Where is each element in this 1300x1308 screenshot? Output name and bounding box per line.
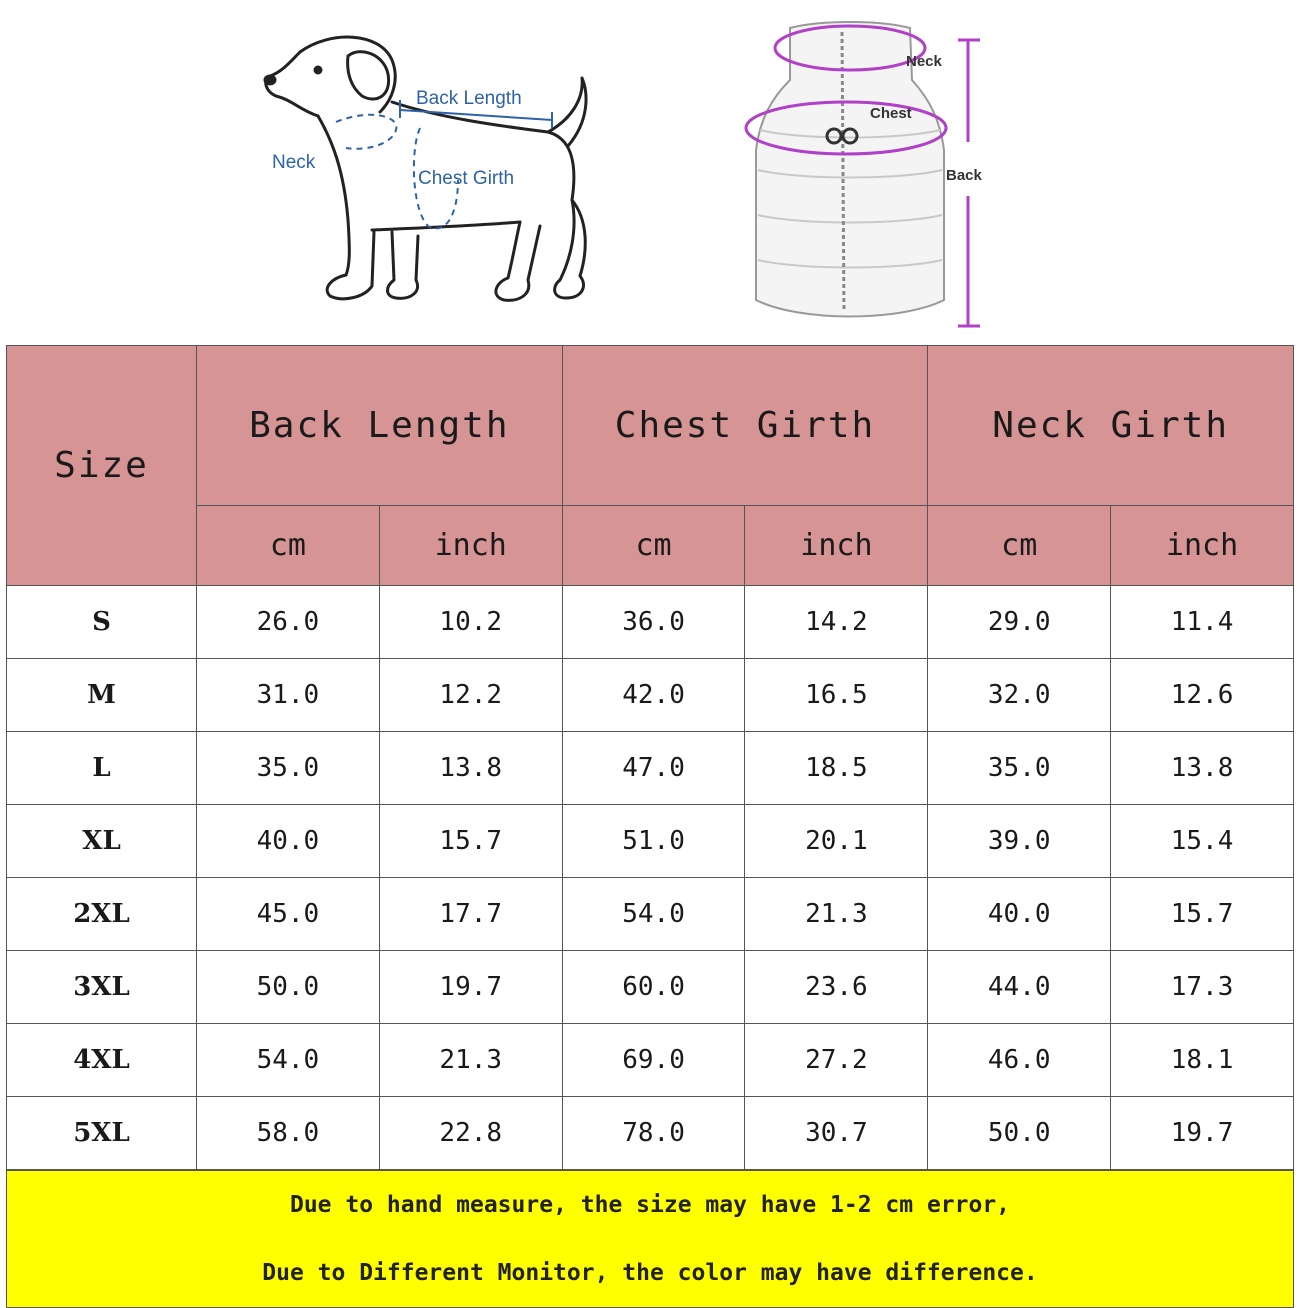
value-cell: 15.4 <box>1111 805 1294 878</box>
dog-label-back-length: Back Length <box>416 88 522 109</box>
value-cell: 21.3 <box>379 1024 562 1097</box>
unit-header: cm <box>562 506 745 586</box>
value-cell: 15.7 <box>379 805 562 878</box>
size-cell: 5XL <box>7 1097 197 1170</box>
table-row <box>7 732 1294 805</box>
value-cell: 47.0 <box>562 732 745 805</box>
group-header-chest-girth: Chest Girth <box>562 346 928 506</box>
measurement-diagram <box>0 0 1300 340</box>
note-banner <box>6 1170 1294 1308</box>
table-row <box>7 878 1294 951</box>
unit-header: cm <box>197 506 380 586</box>
value-cell: 14.2 <box>745 586 928 659</box>
value-cell: 50.0 <box>928 1097 1111 1170</box>
unit-header: inch <box>1111 506 1294 586</box>
size-cell: 3XL <box>7 951 197 1024</box>
value-cell: 17.7 <box>379 878 562 951</box>
group-header-back-length: Back Length <box>197 346 563 506</box>
value-cell: 20.1 <box>745 805 928 878</box>
value-cell: 40.0 <box>197 805 380 878</box>
value-cell: 10.2 <box>379 586 562 659</box>
value-cell: 39.0 <box>928 805 1111 878</box>
value-cell: 19.7 <box>379 951 562 1024</box>
table-row <box>7 951 1294 1024</box>
value-cell: 51.0 <box>562 805 745 878</box>
vest-label-chest: Chest <box>870 105 912 122</box>
value-cell: 60.0 <box>562 951 745 1024</box>
value-cell: 44.0 <box>928 951 1111 1024</box>
size-header: Size <box>7 346 197 586</box>
value-cell: 27.2 <box>745 1024 928 1097</box>
value-cell: 13.8 <box>1111 732 1294 805</box>
value-cell: 12.2 <box>379 659 562 732</box>
table-header-row <box>7 346 1294 506</box>
value-cell: 42.0 <box>562 659 745 732</box>
value-cell: 26.0 <box>197 586 380 659</box>
value-cell: 13.8 <box>379 732 562 805</box>
value-cell: 17.3 <box>1111 951 1294 1024</box>
dog-label-chest-girth: Chest Girth <box>418 168 515 189</box>
size-cell: 2XL <box>7 878 197 951</box>
size-table <box>6 345 1294 1170</box>
note-line-1: Due to hand measure, the size may have 1-2 cm error, <box>289 1192 1011 1218</box>
table-row <box>7 1097 1294 1170</box>
value-cell: 35.0 <box>197 732 380 805</box>
vest-label-back: Back <box>946 167 982 184</box>
value-cell: 12.6 <box>1111 659 1294 732</box>
dog-measure-guides <box>336 100 552 228</box>
unit-header: inch <box>379 506 562 586</box>
note-line-2: Due to Different Monitor, the color may have difference. <box>262 1260 1038 1286</box>
table-row <box>7 1024 1294 1097</box>
table-row <box>7 805 1294 878</box>
value-cell: 19.7 <box>1111 1097 1294 1170</box>
group-header-neck-girth: Neck Girth <box>928 346 1294 506</box>
value-cell: 22.8 <box>379 1097 562 1170</box>
value-cell: 18.1 <box>1111 1024 1294 1097</box>
value-cell: 78.0 <box>562 1097 745 1170</box>
unit-header-row <box>7 506 1294 586</box>
size-cell: M <box>7 659 197 732</box>
value-cell: 36.0 <box>562 586 745 659</box>
unit-header: cm <box>928 506 1111 586</box>
value-cell: 58.0 <box>197 1097 380 1170</box>
value-cell: 45.0 <box>197 878 380 951</box>
value-cell: 16.5 <box>745 659 928 732</box>
value-cell: 69.0 <box>562 1024 745 1097</box>
size-cell: S <box>7 586 197 659</box>
value-cell: 31.0 <box>197 659 380 732</box>
value-cell: 23.6 <box>745 951 928 1024</box>
size-cell: 4XL <box>7 1024 197 1097</box>
value-cell: 11.4 <box>1111 586 1294 659</box>
value-cell: 54.0 <box>197 1024 380 1097</box>
value-cell: 18.5 <box>745 732 928 805</box>
value-cell: 30.7 <box>745 1097 928 1170</box>
value-cell: 54.0 <box>562 878 745 951</box>
value-cell: 35.0 <box>928 732 1111 805</box>
table-row <box>7 586 1294 659</box>
value-cell: 46.0 <box>928 1024 1111 1097</box>
value-cell: 32.0 <box>928 659 1111 732</box>
size-cell: XL <box>7 805 197 878</box>
value-cell: 15.7 <box>1111 878 1294 951</box>
value-cell: 21.3 <box>745 878 928 951</box>
unit-header: inch <box>745 506 928 586</box>
table-row <box>7 659 1294 732</box>
size-cell: L <box>7 732 197 805</box>
value-cell: 50.0 <box>197 951 380 1024</box>
value-cell: 40.0 <box>928 878 1111 951</box>
vest-label-neck: Neck <box>906 53 942 70</box>
dog-label-neck: Neck <box>272 152 316 173</box>
value-cell: 29.0 <box>928 586 1111 659</box>
